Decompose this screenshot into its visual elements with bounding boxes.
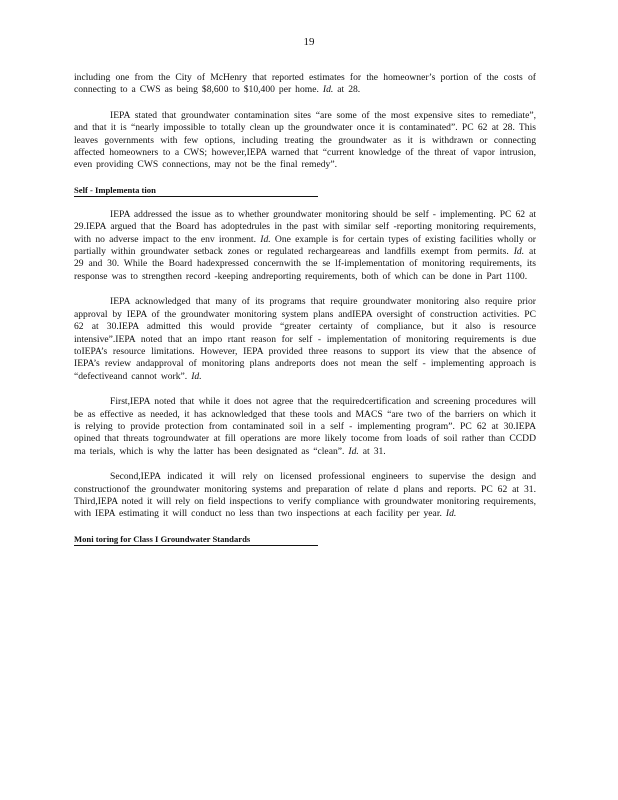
- page-number: 19: [303, 36, 315, 48]
- section-heading-class-i-monitoring: Moni toring for Class I Groundwater Standards: [74, 534, 536, 546]
- document-body: [74, 72, 536, 558]
- citation-id: Id.: [445, 508, 457, 520]
- paragraph-self-implementing: IEPA addressed the issue as to whether groundwater monitoring should be self - implementing. PC 62 at 29.IEPA argued that the Board has adoptedrules in the past with similar self -reporting monitoring requirements, with no adverse impact to the env ironment. Id. One example is for certain types of existing facilities wholly or partially within groundwater setback zones or regulated rechargeareas and landfills exempt from permits. Id. at 29 and 30. While the Board hadexpressed concernwith the se lf-implementation of monitoring requirements, its response was to strengthen record -keeping andreporting requirements, both of which can be done in Part 1100.: [74, 208, 536, 282]
- citation-id: Id.: [322, 84, 334, 96]
- citation-id: Id.: [348, 445, 359, 457]
- paragraph-first-reason: First,IEPA noted that while it does not agree that the requiredcertification and screening procedures will be as effective as needed, it has acknowledged that these tools and MACS “are two of the barriers on which it is relying to provide protection from contaminated soil in a self - implementing program”. PC 62 at 30.IEPA opined that threats togroundwater at fill operations are more likely tocome from loads of soil rather than CCDD ma terials, which is why the latter has been designated as “clean”. Id. at 31.: [74, 396, 536, 457]
- paragraph-second-third-reasons: Second,IEPA indicated it will rely on licensed professional engineers to supervise the design and constructionof the groundwater monitoring systems and preparation of relate d plans and reports. PC 62 at 31. Third,IEPA noted it will rely on field inspections to verify compliance with groundwater monitoring requirements, with IEPA estimating it will conduct no less than two inspections at each facility per year. Id.: [74, 471, 536, 520]
- section-heading-self-implementation: Self - Implementa tion: [74, 185, 536, 197]
- citation-id: Id.: [260, 233, 271, 245]
- paragraph-prior-approval: IEPA acknowledged that many of its programs that require groundwater monitoring also require prior approval by IEPA of the groundwater monitoring system plans andIEPA oversight of construction activities. PC 62 at 30.IEPA admitted this would provide “greater certainty of compliance, but it also is resource intensive”.IEPA noted that an impo rtant reason for self - implementation of monitoring requirements is due toIEPA’s resource limitations. However, IEPA provided three reasons to support its view that the absence of IEPA’s review andapproval of monitoring plans andreports does not mean the self - implementing approach is “defectiveand cannot work”. Id.: [74, 296, 536, 382]
- paragraph-cws-costs: including one from the City of McHenry that reported estimates for the homeowner’s portion of the costs of connecting to a CWS as being $8,600 to $10,400 per home. Id. at 28.: [74, 72, 536, 96]
- paragraph-remediation: IEPA stated that groundwater contamination sites “are some of the most expensive sites to remediate”, and that it is “nearly impossible to totally clean up the groundwater once it is contaminated”. PC 62 at 28. This leaves governments with few options, including treating the groundwater as it is withdrawn or connecting affected homeowners to a CWS; however,IEPA warned that “current knowledge of the threat of vapor intrusion, even providing CWS connections, may not be the final remedy”.: [74, 109, 536, 171]
- citation-id: Id.: [513, 246, 525, 258]
- citation-id: Id.: [191, 370, 202, 382]
